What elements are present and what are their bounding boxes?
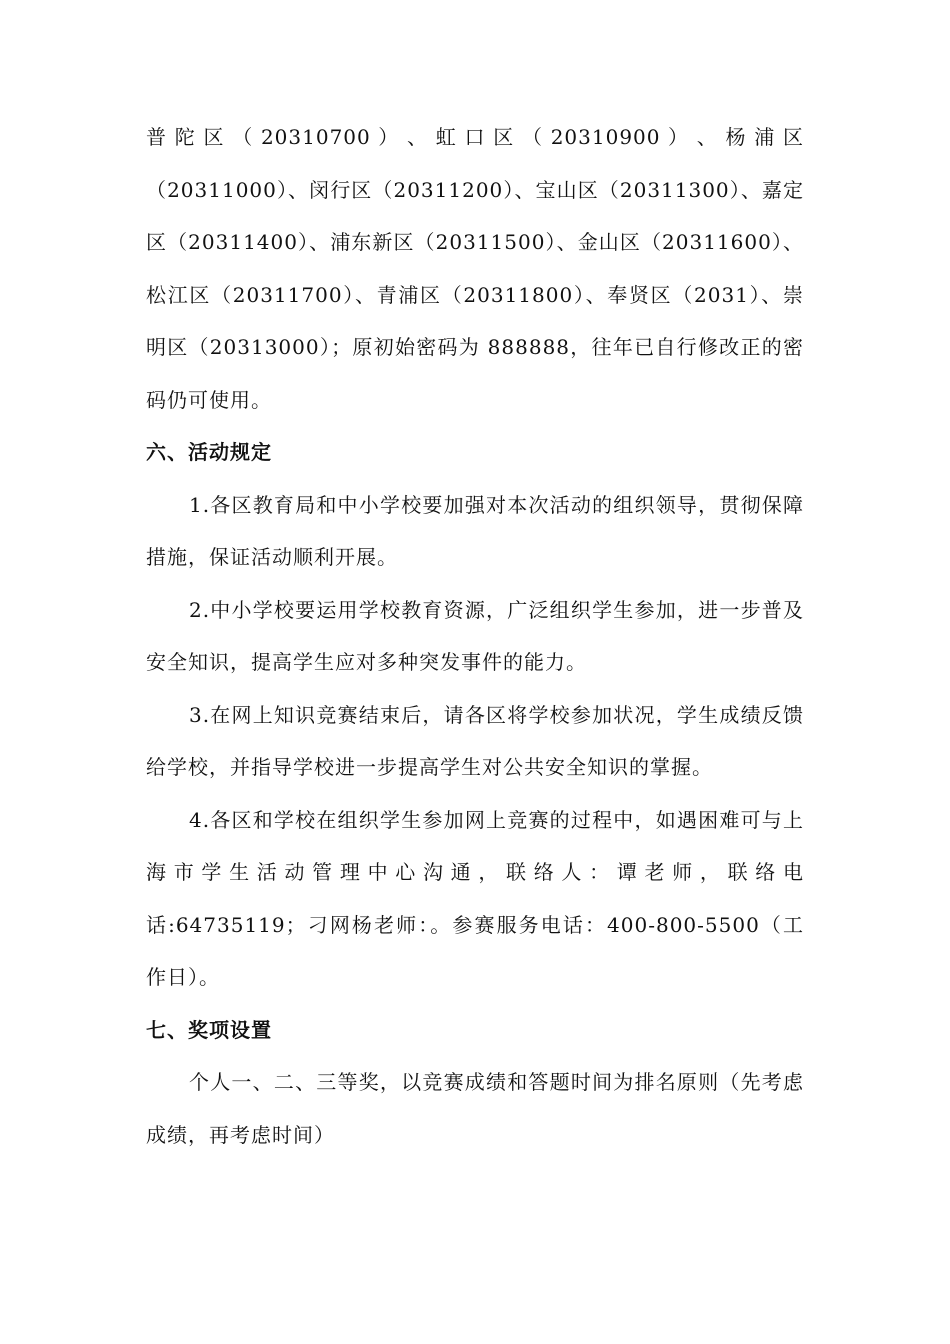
section-6-item-4: 4.各区和学校在组织学生参加网上竞赛的过程中，如遇困难可与上海市学生活动管理中心沟通，联络人：谭老师，联络电话:64735119；刁网杨老师：。参赛服务电话：400-800-5500（工作日）。 bbox=[146, 807, 804, 989]
section-7-heading: 七、奖项设置 bbox=[146, 1017, 272, 1042]
section-6-item-3: 3.在网上知识竞赛结束后，请各区将学校参加状况，学生成绩反馈给学校，并指导学校进一步提高学生对公共安全知识的掌握。 bbox=[146, 702, 804, 779]
section-6-item-1: 1.各区教育局和中小学校要加强对本次活动的组织领导，贯彻保障措施，保证活动顺利开展。 bbox=[146, 492, 804, 569]
intro-paragraph: （20311000）、闵行区（20311200）、宝山区（20311300）、嘉定区（20311400）、浦东新区（20311500）、金山区（20311600）、松江区（20311700）、青浦区（20311800）、奉贤区（2031）、崇明区（20313000）；原初始密码为 888888，往年已自行修改正的密码仍可使用。 bbox=[146, 177, 804, 412]
section-6-item-2: 2.中小学校要运用学校教育资源，广泛组织学生参加，进一步普及安全知识，提高学生应对多种突发事件的能力。 bbox=[146, 597, 804, 674]
section-7-text: 个人一、二、三等奖，以竞赛成绩和答题时间为排名原则（先考虑成绩，再考虑时间） bbox=[146, 1070, 804, 1147]
intro-line-1: 普 陀 区 （ 20310700 ） 、 虹 口 区 （ 20310900 ） 、 杨 浦 区 bbox=[146, 125, 804, 149]
section-6-heading: 六、活动规定 bbox=[146, 440, 272, 464]
